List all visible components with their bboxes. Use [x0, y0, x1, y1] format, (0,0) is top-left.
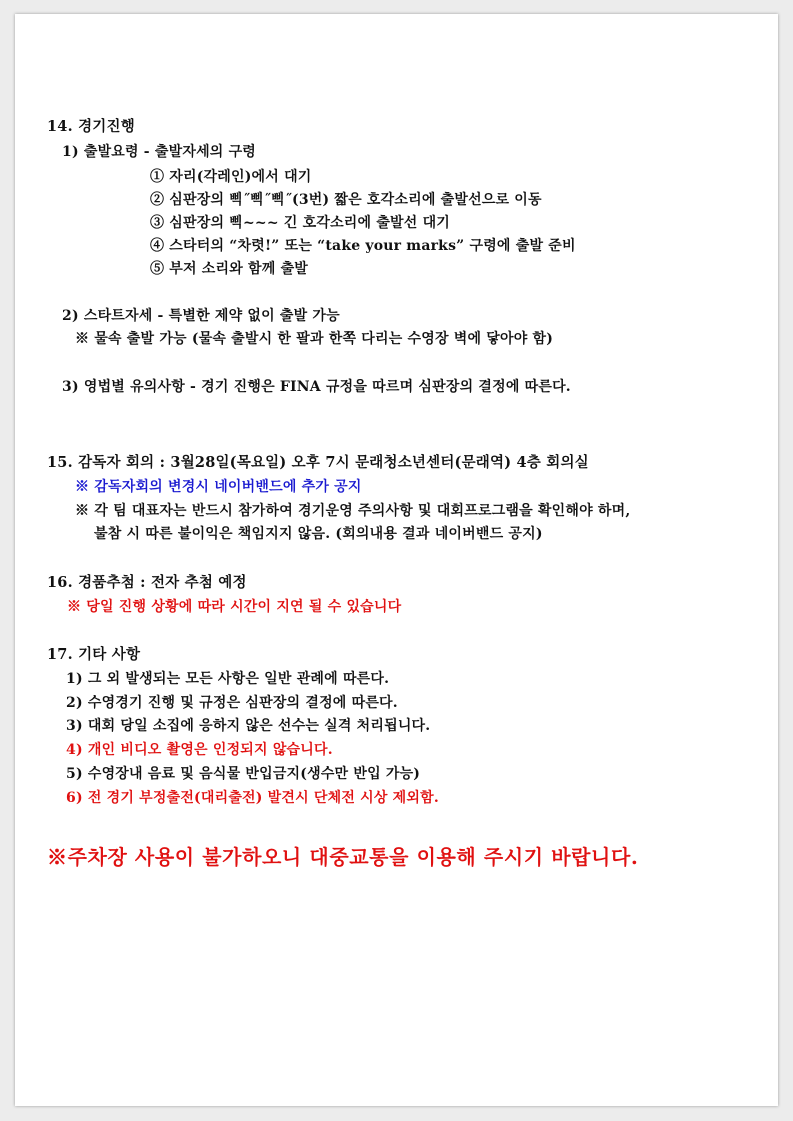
delay-warning: ※ 당일 진행 상황에 따라 시간이 지연 될 수 있습니다 — [67, 599, 402, 615]
document-page — [15, 14, 778, 1106]
parking-notice: ※주차장 사용이 불가하오니 대중교통을 이용해 주시기 바랍니다. — [47, 845, 639, 869]
manager-meeting-change-notice: ※ 감독자회의 변경시 네이버밴드에 추가 공지 — [75, 479, 362, 495]
section-14-title: 14. 경기진행 — [47, 118, 135, 135]
misc-item-2: 2) 수영경기 진행 및 규정은 심판장의 결정에 따른다. — [66, 695, 398, 711]
section-14-start-posture: 2) 스타트자세 - 특별한 제약 없이 출발 가능 — [62, 308, 340, 324]
misc-item-6: 6) 전 경기 부정출전(대리출전) 발견시 단체전 시상 제외함. — [66, 790, 439, 806]
section-16-title: 16. 경품추첨 : 전자 추첨 예정 — [47, 574, 247, 591]
section-15-title: 15. 감독자 회의 : 3월28일(목요일) 오후 7시 문래청소년센터(문래역) 4층 회의실 — [47, 454, 589, 471]
misc-item-4: 4) 개인 비디오 촬영은 인정되지 않습니다. — [66, 742, 333, 758]
misc-item-1: 1) 그 외 발생되는 모든 사항은 일반 관례에 따른다. — [66, 671, 390, 687]
in-water-start-note: ※ 물속 출발 가능 (물속 출발시 한 팔과 한쪽 다리는 수영장 벽에 닿아야 함) — [75, 331, 554, 347]
section-14-stroke-rules: 3) 영법별 유의사항 - 경기 진행은 FINA 규정을 따르며 심판장의 결정에 따른다. — [62, 379, 571, 395]
misc-item-5: 5) 수영장내 음료 및 음식물 반입금지(생수만 반입 가능) — [66, 766, 421, 782]
team-representative-note-line2: 불참 시 따른 불이익은 책임지지 않음. (회의내용 결과 네이버밴드 공지) — [94, 526, 543, 542]
start-step-2: ② 심판장의 삑˝삑˝삑˝(3번) 짧은 호각소리에 출발선으로 이동 — [150, 192, 542, 208]
start-step-4: ④ 스타터의 “차렷!” 또는 “take your marks” 구령에 출발 준비 — [150, 238, 576, 254]
start-step-5: ⑤ 부저 소리와 함께 출발 — [150, 261, 309, 277]
section-17-title: 17. 기타 사항 — [47, 646, 141, 663]
start-step-3: ③ 심판장의 삑~~~ 긴 호각소리에 출발선 대기 — [150, 215, 451, 231]
team-representative-note-line1: ※ 각 팀 대표자는 반드시 참가하여 경기운영 주의사항 및 대회프로그램을 확인해야 하며, — [75, 503, 631, 519]
start-step-1: ① 자리(각레인)에서 대기 — [150, 169, 312, 185]
misc-item-3: 3) 대회 당일 소집에 응하지 않은 선수는 실격 처리됩니다. — [66, 718, 431, 734]
section-14-start-procedure: 1) 출발요령 - 출발자세의 구령 — [62, 144, 257, 160]
